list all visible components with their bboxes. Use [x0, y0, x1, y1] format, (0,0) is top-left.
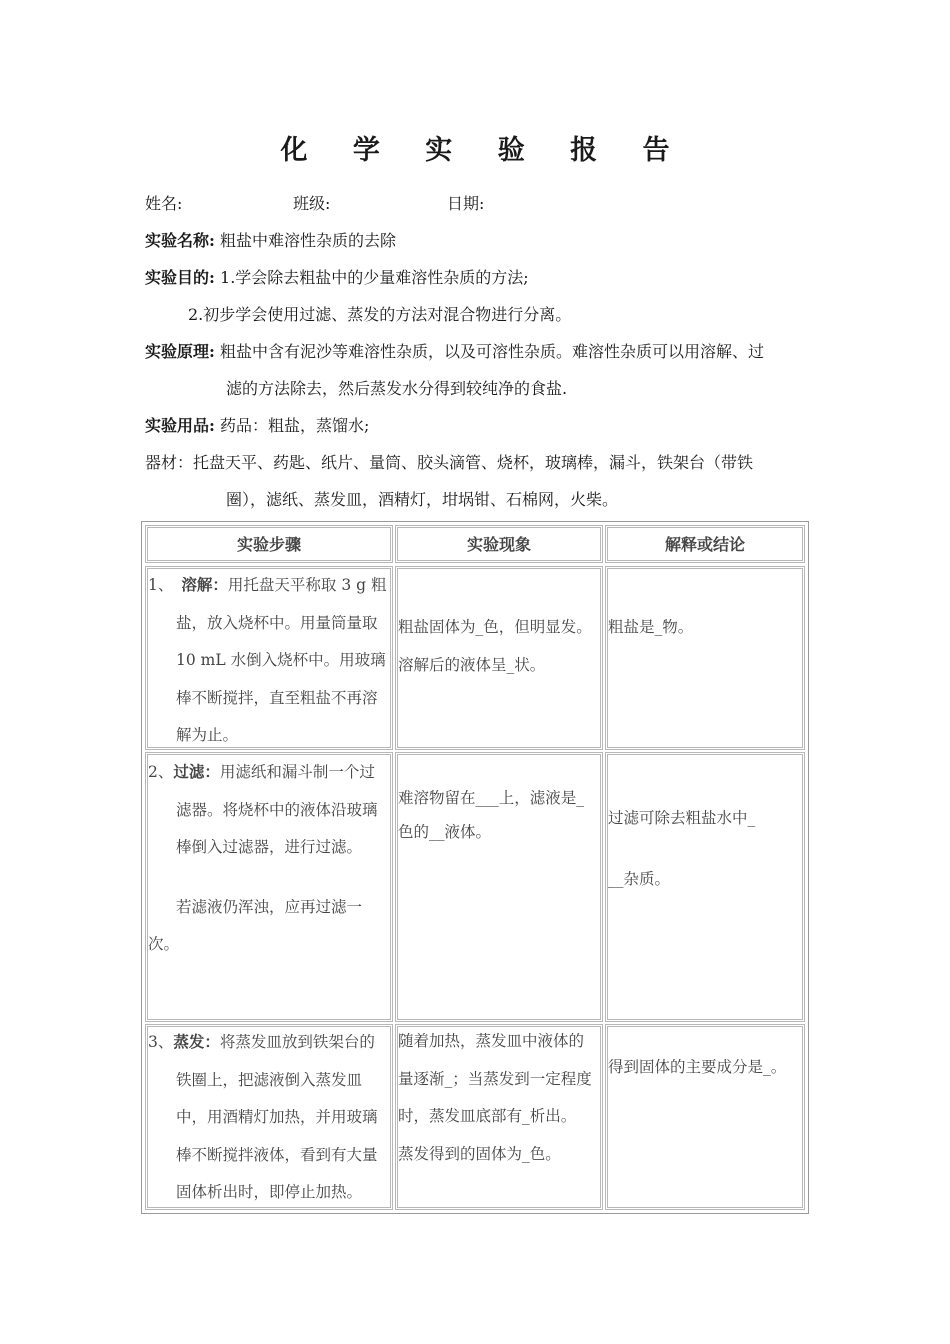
- row-2-observation-line: 色的__液体。: [398, 822, 492, 841]
- row-1-step-line: 用托盘天平称取 3 g 粗: [227, 576, 387, 594]
- row-1-observation-line: 溶解后的液体呈_状。: [398, 655, 546, 674]
- row-3-observation-line: 随着加热，蒸发皿中液体的: [398, 1032, 585, 1050]
- equipment-line-2: 圈），滤纸、蒸发皿，酒精灯，坩埚钳、石棉网，火柴。: [226, 490, 619, 509]
- principle-row: [145, 342, 764, 362]
- equipment-line-1: 器材：托盘天平、药匙、纸片、量筒、胶头滴管、烧杯，玻璃棒，漏斗，铁架台（带铁: [145, 453, 754, 472]
- row-2-step-num: 2、: [148, 763, 174, 781]
- purpose-item-1: 1.学会除去粗盐中的少量难溶性杂质的方法;: [220, 268, 529, 287]
- row-2-step-line: 若滤液仍浑浊，应再过滤一: [176, 897, 363, 916]
- principle-label: 实验原理:: [145, 342, 215, 361]
- row-3-observation-line: 时，蒸发皿底部有_析出。: [398, 1107, 577, 1125]
- supplies-label: 实验用品:: [145, 416, 215, 435]
- row-1-step-line: 棒不断搅拌，直至粗盐不再溶: [176, 688, 378, 707]
- name-label: 姓名:: [145, 194, 183, 213]
- row-1-step-num: 1、: [148, 576, 174, 594]
- row-3-conclusion-line: 得到固体的主要成分是_。: [608, 1058, 787, 1076]
- row-3-step-line: 棒不断搅拌液体，看到有大量: [176, 1145, 378, 1164]
- row-3-step-line: 固体析出时，即停止加热。: [176, 1183, 363, 1201]
- row-2-step-line: 棒倒入过滤器，进行过滤。: [176, 838, 363, 856]
- row-2-step: [145, 752, 393, 1022]
- row-3-observation: [395, 1024, 603, 1210]
- row-2-conclusion: [605, 752, 805, 1022]
- principle-line-1: 粗盐中含有泥沙等难溶性杂质，以及可溶性杂质。难溶性杂质可以用溶解、过: [220, 342, 765, 361]
- row-1-observation-line: 粗盐固体为_色，但明显发。: [398, 618, 592, 636]
- experiment-name-value: 粗盐中难溶性杂质的去除: [220, 231, 397, 250]
- principle-line-2: 滤的方法除去，然后蒸发水分得到较纯净的食盐.: [226, 379, 568, 398]
- row-3-step-num: 3、: [148, 1033, 174, 1051]
- experiment-name-label: 实验名称:: [145, 231, 215, 250]
- date-label: 日期:: [447, 194, 485, 213]
- row-1-step: [145, 566, 393, 750]
- row-3-step-line: 铁圈上，把滤液倒入蒸发皿: [176, 1070, 363, 1089]
- row-3-step-title: 蒸发：: [173, 1032, 220, 1051]
- purpose-row: [145, 268, 529, 288]
- experiment-name-row: [145, 231, 396, 251]
- row-3-step-line: 将蒸发皿放到铁架台的: [219, 1033, 375, 1051]
- row-1-step-line: 10 mL 水倒入烧杯中。用玻璃: [176, 651, 386, 669]
- row-3-step-line: 中，用酒精灯加热，并用玻璃: [176, 1108, 378, 1126]
- header-conclusion: 解释或结论: [605, 525, 805, 563]
- report-title: 化 学 实 验 报 告: [280, 135, 688, 166]
- header-observation: 实验现象: [395, 525, 603, 563]
- row-2-observation-line: 难溶物留在___上，滤液是_: [398, 789, 585, 807]
- row-2-step-line: 次。: [148, 935, 180, 953]
- row-2-conclusion-line: 过滤可除去粗盐水中_: [608, 809, 756, 827]
- row-3-step: [145, 1024, 393, 1210]
- row-2-step-line: 滤器。将烧杯中的液体沿玻璃: [176, 800, 378, 819]
- header-steps: 实验步骤: [145, 525, 393, 563]
- row-3-conclusion: [605, 1024, 805, 1210]
- purpose-item-2: 2.初步学会使用过滤、蒸发的方法对混合物进行分离。: [188, 305, 572, 324]
- row-1-step-title: 溶解：: [181, 575, 228, 594]
- row-1-conclusion: [605, 566, 805, 750]
- row-1-step-line: 解为止。: [176, 726, 239, 744]
- row-2-observation: [395, 752, 603, 1022]
- row-2-step-line: 用滤纸和漏斗制一个过: [219, 763, 375, 781]
- row-1-step-line: 盐，放入烧杯中。用量筒量取: [176, 613, 378, 632]
- row-2-conclusion-line: __杂质。: [608, 869, 671, 888]
- row-2-step-title: 过滤：: [173, 762, 220, 781]
- class-label: 班级:: [293, 194, 331, 213]
- supplies-row: [145, 416, 369, 436]
- row-1-conclusion-line: 粗盐是_物。: [608, 618, 694, 636]
- row-3-observation-line: 量逐渐_；当蒸发到一定程度: [398, 1069, 592, 1088]
- supplies-value: 药品：粗盐，蒸馏水;: [220, 416, 370, 435]
- purpose-label: 实验目的:: [145, 268, 215, 287]
- row-3-observation-line: 蒸发得到的固体为_色。: [398, 1144, 561, 1163]
- row-1-observation: [395, 566, 603, 750]
